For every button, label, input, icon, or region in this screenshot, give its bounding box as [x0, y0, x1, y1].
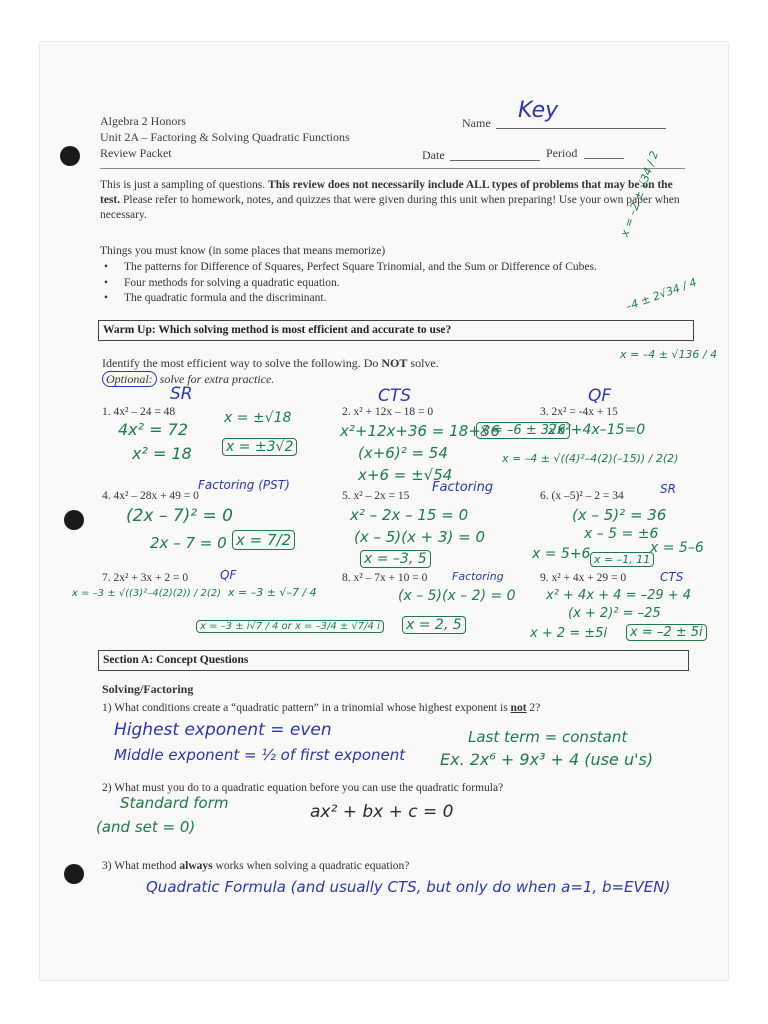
p1-num: 1.: [102, 406, 111, 418]
a2-line-2: (and set = 0): [96, 818, 196, 836]
binder-hole-bottom: [64, 864, 84, 884]
p2-num: 2.: [342, 406, 351, 418]
p1-step: x = ±√18: [224, 410, 292, 426]
question-1: [102, 702, 540, 714]
p9-work-1: x² + 4x + 4 = –29 + 4: [546, 588, 692, 603]
p1-eq: 4x² – 24 = 48: [113, 406, 176, 418]
p6-work-3: x = 5+6: [532, 546, 591, 562]
q3-pre: 3) What method: [102, 860, 177, 872]
list-item: • The quadratic formula and the discriminant.: [100, 291, 597, 307]
p4-work-2: 2x – 7 = 0: [150, 534, 227, 552]
p6-work-1: (x – 5)² = 36: [572, 506, 667, 524]
optional-rest: solve for extra practice.: [159, 372, 275, 386]
p5-work-2: (x – 5)(x + 3) = 0: [354, 528, 486, 546]
header-divider: [100, 168, 685, 169]
p6-work-4: x = 5–6: [650, 540, 704, 556]
q3-post: works when solving a quadratic equation?: [215, 860, 410, 872]
list-item: • Four methods for solving a quadratic equation.: [100, 276, 597, 292]
a1-line-1: Highest exponent = even: [114, 720, 332, 740]
p2-work-1: x²+12x+36 = 18+36: [340, 422, 500, 440]
p7-answer: x = –3 ± i√7 / 4 or x = –3/4 ± √7/4 i: [196, 620, 384, 633]
p1-work-2: x² = 18: [132, 444, 192, 463]
p5-eq: x² – 2x = 15: [353, 490, 410, 502]
period-line: [584, 158, 624, 159]
p2-work-2: (x+6)² = 54: [358, 444, 448, 462]
name-label: Name: [462, 116, 491, 130]
p6-equation: [540, 490, 624, 502]
warmup-title: Warm Up: Which solving method is most efficient and accurate to use?: [98, 320, 694, 341]
section-a-subheading: Solving/Factoring: [102, 682, 194, 696]
binder-hole-middle: [64, 510, 84, 530]
name-line: [496, 128, 666, 129]
p4-work-1: (2x – 7)² = 0: [126, 506, 233, 526]
p9-work-2: (x + 2)² = –25: [568, 606, 661, 621]
warmup-instruction: [102, 356, 439, 371]
q1-not: not: [510, 702, 527, 714]
p2-eq: x² + 12x – 18 = 0: [353, 406, 434, 418]
p1-method: SR: [170, 384, 193, 404]
p8-method: Factoring: [452, 570, 504, 583]
name-value: Key: [518, 98, 559, 123]
a2-line-1: Standard form: [120, 794, 229, 812]
worksheet-page: [40, 42, 728, 980]
p4-answer: x = 7/2: [232, 530, 295, 550]
p3-method: QF: [588, 386, 612, 406]
packet-title: Review Packet: [100, 146, 172, 160]
p8-num: 8.: [342, 572, 351, 584]
p9-eq: x² + 4x + 29 = 0: [551, 572, 627, 584]
q1-post: 2?: [529, 702, 541, 714]
p8-work-1: (x – 5)(x – 2) = 0: [398, 588, 516, 604]
section-a-title: Section A: Concept Questions: [98, 650, 689, 671]
know-list: [100, 260, 597, 307]
p2-equation: [342, 406, 433, 418]
date-label: Date: [422, 148, 445, 162]
p4-method: Factoring (PST): [198, 478, 290, 492]
p9-method: CTS: [660, 570, 684, 584]
instruction-pre: Identify the most efficient way to solve the following. Do: [102, 356, 379, 370]
p6-num: 6.: [540, 490, 549, 502]
date-line: [450, 160, 540, 161]
question-2: 2) What must you do to a quadratic equation before you can use the quadratic formula?: [102, 782, 504, 794]
a3-answer: Quadratic Formula (and usually CTS, but only do when a=1, b=EVEN): [146, 878, 671, 896]
a1-line-2: Middle exponent = ½ of first exponent: [114, 746, 406, 764]
binder-hole-top: [60, 146, 80, 166]
p6-method: SR: [660, 482, 676, 496]
p5-work-1: x² – 2x – 15 = 0: [350, 506, 469, 524]
p7-num: 7.: [102, 572, 111, 584]
margin-work-2: –4 ± 2√34 / 4: [624, 275, 699, 314]
p2-work-3: x+6 = ±√54: [358, 466, 453, 484]
p1-answer: x = ±3√2: [222, 438, 297, 456]
p7-eq: 2x² + 3x + 2 = 0: [113, 572, 189, 584]
p6-work-2: x – 5 = ±6: [584, 526, 659, 542]
p6-answer: x = –1, 11: [590, 552, 654, 567]
p8-eq: x² – 7x + 10 = 0: [353, 572, 428, 584]
intro-rest: Please refer to homework, notes, and quizzes that were given during this unit when preparing! Use your own paper when necessary.: [100, 194, 680, 221]
p2-method: CTS: [378, 386, 412, 406]
p3-num: 3.: [540, 406, 549, 418]
unit-title: Unit 2A – Factoring & Solving Quadratic Functions: [100, 130, 350, 144]
margin-work-3: x = –2 ± √34 / 2: [618, 149, 662, 239]
p7-work-1: x = –3 ± √((3)²–4(2)(2)) / 2(2): [72, 588, 222, 599]
a1-line-3: Last term = constant: [468, 728, 628, 746]
p7-work-2: x = –3 ± √–7 / 4: [228, 586, 317, 599]
p6-eq: (x –5)² – 2 = 34: [551, 490, 624, 502]
intro-paragraph: [100, 178, 680, 223]
p3-equation: [540, 406, 618, 418]
course-title: Algebra 2 Honors: [100, 114, 186, 128]
p2-answer: x = –6 ± 3√6: [476, 422, 570, 439]
p4-equation: [102, 490, 199, 502]
a1-line-4: Ex. 2x⁶ + 9x³ + 4 (use u's): [440, 750, 654, 769]
question-3: [102, 860, 409, 872]
p5-answer: x = –3, 5: [360, 550, 431, 568]
q1-pre: 1) What conditions create a “quadratic pattern” in a trinomial whose highest exponent is: [102, 702, 508, 714]
know-heading: Things you must know (in some places that means memorize): [100, 245, 386, 257]
list-item: • The patterns for Difference of Squares, Perfect Square Trinomial, and the Sum or Difference of Cubes.: [100, 260, 597, 276]
p3-eq: 2x² = -4x + 15: [551, 406, 618, 418]
q3-bold: always: [179, 860, 213, 872]
p9-answer: x = –2 ± 5i: [626, 624, 707, 641]
p1-equation: [102, 406, 175, 418]
margin-work-1: x = –4 ± √136 / 4: [620, 348, 718, 361]
optional-label: Optional:: [102, 371, 157, 387]
intro-plain: This is just a sampling of questions.: [100, 179, 266, 191]
p4-eq: 4x² – 28x + 49 = 0: [113, 490, 199, 502]
p1-work-1: 4x² = 72: [118, 420, 188, 439]
p7-method: QF: [220, 568, 237, 582]
p9-work-3: x + 2 = ±5i: [530, 626, 608, 641]
instruction-not: NOT: [381, 356, 408, 370]
period-label: Period: [546, 146, 578, 160]
p4-num: 4.: [102, 490, 111, 502]
intro-bold: This review does not necessarily include ALL types of problems that may be on the test.: [100, 179, 673, 206]
p9-num: 9.: [540, 572, 549, 584]
p5-num: 5.: [342, 490, 351, 502]
p8-answer: x = 2, 5: [402, 616, 466, 634]
p3-work-1: 2x²+4x–15=0: [548, 422, 646, 438]
p9-equation: [540, 572, 626, 584]
p5-method: Factoring: [432, 480, 494, 495]
p7-equation: [102, 572, 188, 584]
instruction-post: solve.: [410, 356, 439, 370]
p8-equation: [342, 572, 427, 584]
p5-equation: [342, 490, 409, 502]
p3-work-2: x = –4 ± √((4)²–4(2)(–15)) / 2(2): [502, 452, 679, 465]
a2-line-3: ax² + bx + c = 0: [310, 802, 454, 822]
